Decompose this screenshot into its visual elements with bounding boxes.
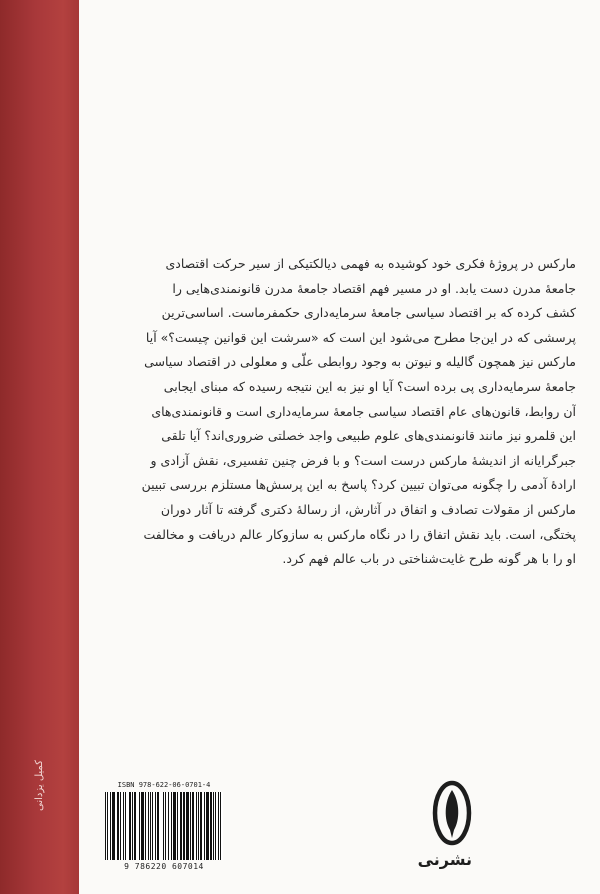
blurb-line: جامعهٔ سرمایه‌داری پی برده است؟ آیا او نیز به این نتیجه رسیده که مبنای ایجابی <box>163 378 576 394</box>
blurb-line: جبرگرایانه از اندیشهٔ مارکس درست است؟ و با فرض چنین تفسیری، نقش آزادی و <box>150 452 576 468</box>
blurb-line: کشف کرده که بر اقتصاد سیاسی جامعهٔ سرمایه‌داری حکمفرماست. اساسی‌ترین <box>161 305 576 321</box>
cover-spine-band <box>0 0 79 894</box>
blurb-text <box>108 252 576 572</box>
isbn-label: ISBN 978-622-06-0701-4 <box>117 781 211 789</box>
isbn-barcode-block <box>101 781 227 875</box>
blurb-line: پرسشی که در این‌جا مطرح می‌شود این است که «سرشت این قوانین چیست؟» آیا <box>145 329 576 345</box>
publisher-logo <box>417 780 472 876</box>
blurb-line: این قلمرو نیز مانند قانونمندی‌های علوم طبیعی واجد خصلتی ضروری‌اند؟ آیا تلقی <box>161 428 576 444</box>
barcode-digits: 9 786220 607014 <box>124 862 204 871</box>
publisher-name: نشرنی <box>417 850 472 869</box>
blurb-line: مارکس نیز همچون گالیله و نیوتن به وجود روابطی علّی و معلولی در اقتصاد سیاسی <box>144 354 576 370</box>
blurb-line: مارکس از مقولات تصادف و اتفاق در آثارش، از رسالهٔ دکتری گرفته تا آثار دوران <box>160 501 576 517</box>
barcode-space <box>221 792 222 860</box>
barcode-bars <box>105 792 223 860</box>
blurb-line: پختگی، است. باید نقش اتفاق را در نگاه مارکس به سازوکار عالم دریافت و مخالفت <box>143 526 576 542</box>
blurb-line: ارادهٔ آدمی را چگونه می‌توان تبیین کرد؟ پاسخ به این پرسش‌ها مستلزم بررسی تبیین <box>141 477 576 493</box>
blurb-line: آن روابط، قانون‌های عام اقتصاد سیاسی جامعهٔ سرمایه‌داری است و قانونمندی‌های <box>151 403 576 419</box>
designer-signature-text: کمیل یزدانی <box>33 759 45 811</box>
blurb-line: مارکس در پروژهٔ فکری خود کوشیده به فهمی دیالکتیکی از سیر حرکت اقتصادی <box>165 256 576 271</box>
nashr-e-ney-logo-icon <box>432 780 472 846</box>
blurb-line: او را با هر گونه طرح غایت‌شناختی در باب عالم فهم کرد. <box>282 551 576 567</box>
blurb-line: جامعهٔ مدرن دست یابد. او در مسیر فهم اقتصاد جامعهٔ مدرن قانونمندی‌هایی را <box>172 280 576 296</box>
designer-signature <box>4 705 74 865</box>
